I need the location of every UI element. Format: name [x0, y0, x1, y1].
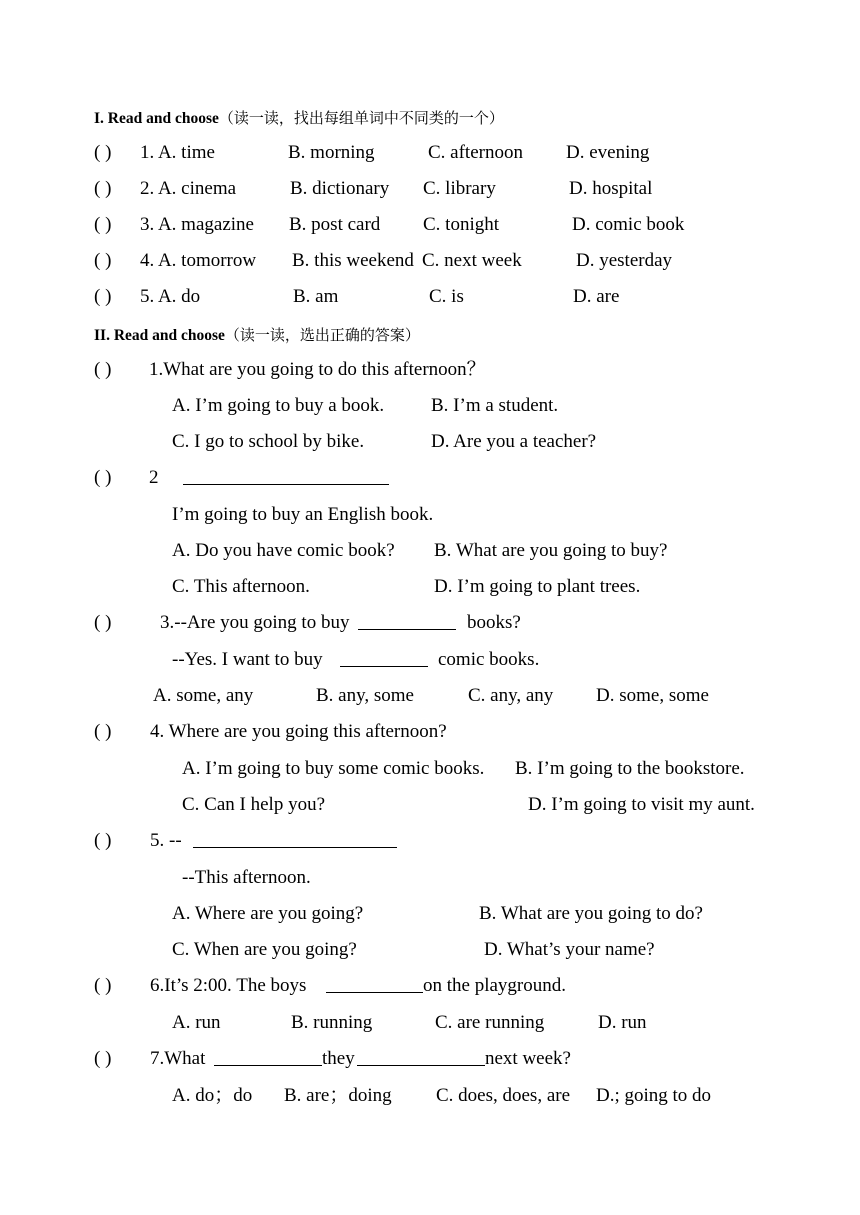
- answer-paren[interactable]: ( ): [94, 612, 112, 633]
- option-c: C. afternoon: [428, 142, 523, 163]
- option-d: D. run: [598, 1012, 647, 1033]
- option-a: 1. A. time: [140, 142, 215, 163]
- answer-paren[interactable]: ( ): [94, 142, 112, 163]
- question-stem-end: on the playground.: [423, 975, 567, 996]
- option-a: A. I’m going to buy a book.: [172, 395, 385, 416]
- option-d: D. hospital: [569, 178, 653, 199]
- option-c: C. I go to school by bike.: [172, 431, 365, 452]
- option-d: D. I’m going to visit my aunt.: [528, 794, 755, 815]
- section2-title-cn: （读一读，选出正确的答案）: [224, 326, 420, 344]
- question-stem-mid: they: [322, 1048, 355, 1069]
- option-c: C. This afternoon.: [172, 576, 310, 597]
- option-b: B. any, some: [316, 685, 414, 706]
- option-b: B. running: [291, 1012, 373, 1033]
- option-b: B. post card: [289, 214, 381, 235]
- option-a: 2. A. cinema: [140, 178, 237, 199]
- option-c: C. When are you going?: [172, 939, 357, 960]
- answer-paren[interactable]: ( ): [94, 467, 112, 488]
- question-stem: 1.What are you going to do this afternoon？: [149, 359, 486, 380]
- option-a: A. Where are you going?: [172, 903, 364, 924]
- question-stem-start: 6.It’s 2:00. The boys: [150, 975, 307, 996]
- option-d: D. comic book: [572, 214, 685, 235]
- question-stem-end: next week?: [485, 1048, 571, 1069]
- option-b: B. am: [293, 286, 339, 307]
- dialogue-reply: --This afternoon.: [182, 867, 311, 888]
- option-d: D. are: [573, 286, 620, 307]
- option-c: C. tonight: [423, 214, 500, 235]
- option-d: D. Are you a teacher?: [431, 431, 597, 452]
- option-a: A. run: [172, 1012, 221, 1033]
- option-a: A. some, any: [153, 685, 254, 706]
- answer-paren[interactable]: ( ): [94, 830, 112, 851]
- reply-start: --Yes. I want to buy: [172, 649, 323, 670]
- option-d: D. yesterday: [576, 250, 673, 271]
- section1-title-cn: （读一读，找出每组单词中不同类的一个）: [218, 109, 504, 127]
- dialogue-answer: I’m going to buy an English book.: [172, 504, 434, 525]
- option-b: B. I’m going to the bookstore.: [515, 758, 745, 779]
- answer-blank[interactable]: [183, 467, 389, 485]
- section1-heading: [94, 107, 504, 130]
- section2-heading: [94, 324, 420, 347]
- option-c: C. are running: [435, 1012, 545, 1033]
- option-b: B. What are you going to do?: [479, 903, 703, 924]
- option-c: C. any, any: [468, 685, 554, 706]
- answer-blank-1[interactable]: [214, 1048, 322, 1066]
- option-b: B. I’m a student.: [431, 395, 559, 416]
- answer-blank[interactable]: [326, 975, 423, 993]
- answer-paren[interactable]: ( ): [94, 359, 112, 380]
- answer-paren[interactable]: ( ): [94, 721, 112, 742]
- option-a: A. do；do: [172, 1085, 253, 1106]
- answer-paren[interactable]: ( ): [94, 286, 112, 307]
- answer-paren[interactable]: ( ): [94, 214, 112, 235]
- section2-title: II. Read and choose: [94, 327, 225, 344]
- option-b: B. What are you going to buy?: [434, 540, 668, 561]
- option-d: D. What’s your name?: [484, 939, 655, 960]
- option-a: 5. A. do: [140, 286, 201, 307]
- answer-paren[interactable]: ( ): [94, 178, 112, 199]
- question-number: 2: [149, 467, 159, 488]
- question-stem-start: 3.--Are you going to buy: [160, 612, 350, 633]
- option-d: D. evening: [566, 142, 650, 163]
- question-stem-start: 7.What: [150, 1048, 206, 1069]
- answer-paren[interactable]: ( ): [94, 250, 112, 271]
- answer-paren[interactable]: ( ): [94, 1048, 112, 1069]
- option-c: C. library: [423, 178, 496, 199]
- option-c: C. is: [429, 286, 464, 307]
- option-c: C. Can I help you?: [182, 794, 326, 815]
- option-c: C. does, does, are: [436, 1085, 571, 1106]
- option-d: D. some, some: [596, 685, 709, 706]
- question-stem: 5. --: [150, 830, 182, 851]
- option-b: B. are；doing: [284, 1085, 392, 1106]
- answer-paren[interactable]: ( ): [94, 975, 112, 996]
- question-stem-end: books?: [467, 612, 521, 633]
- section1-title: I. Read and choose: [94, 110, 219, 127]
- answer-blank[interactable]: [358, 612, 456, 630]
- option-b: B. morning: [288, 142, 375, 163]
- option-a: A. I’m going to buy some comic books.: [182, 758, 485, 779]
- option-c: C. next week: [422, 250, 522, 271]
- option-d: D. I’m going to plant trees.: [434, 576, 641, 597]
- option-b: B. dictionary: [290, 178, 390, 199]
- option-a: 3. A. magazine: [140, 214, 254, 235]
- answer-blank-2[interactable]: [357, 1048, 485, 1066]
- option-a: A. Do you have comic book?: [172, 540, 395, 561]
- option-d: D.; going to do: [596, 1085, 712, 1106]
- answer-blank[interactable]: [193, 830, 397, 848]
- option-b: B. this weekend: [292, 250, 414, 271]
- answer-blank[interactable]: [340, 649, 428, 667]
- option-a: 4. A. tomorrow: [140, 250, 257, 271]
- question-stem: 4. Where are you going this afternoon?: [150, 721, 447, 742]
- reply-end: comic books.: [438, 649, 540, 670]
